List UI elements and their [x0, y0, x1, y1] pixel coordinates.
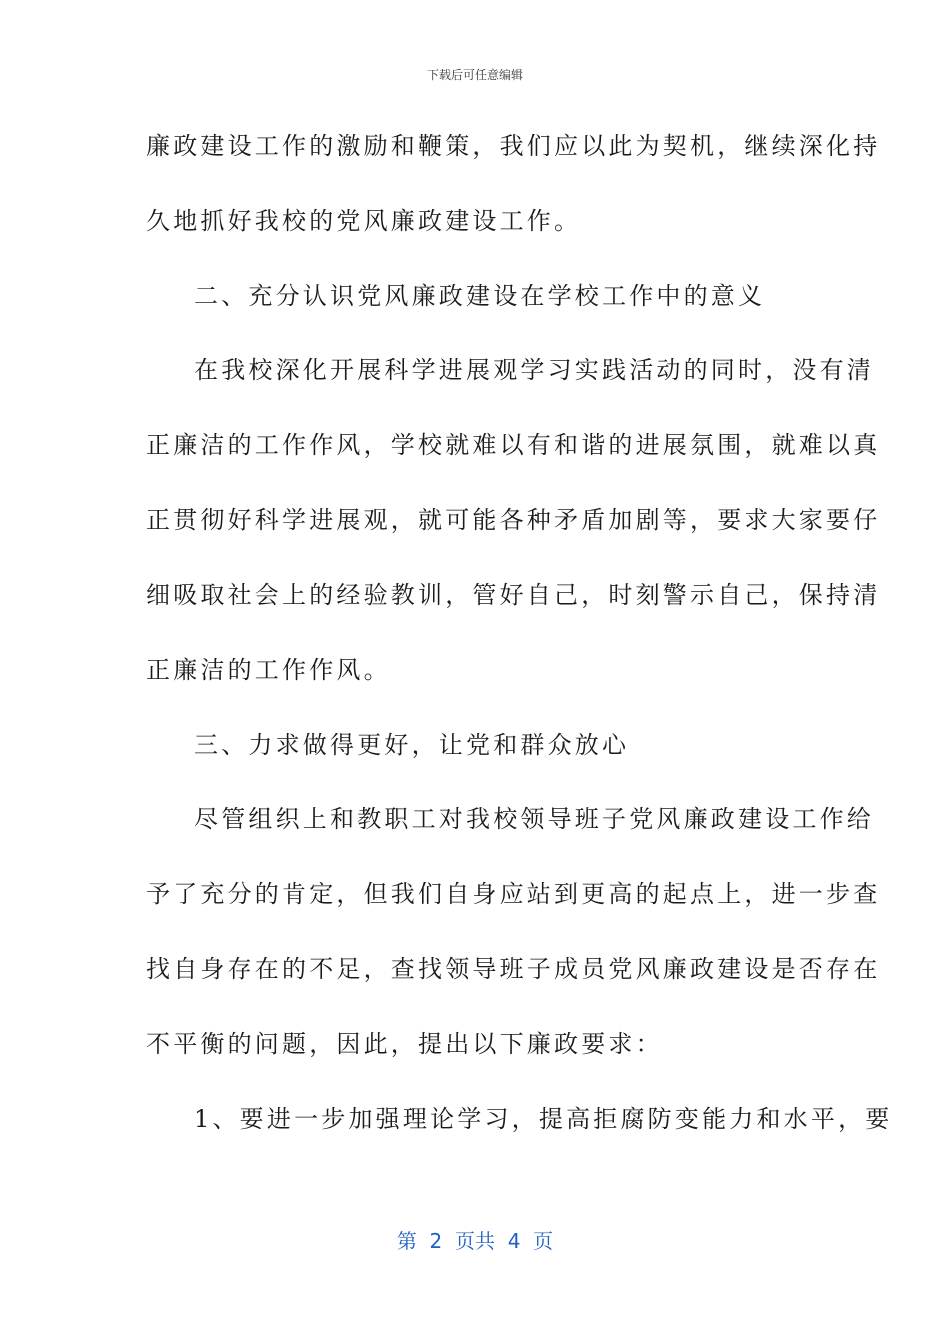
body-line: 在我校深化开展科学进展观学习实践活动的同时，没有清 [194, 356, 874, 384]
page-number: 第 2 页共 4 页 [396, 1229, 554, 1253]
body-line: 正廉洁的工作作风，学校就难以有和谐的进展氛围，就难以真 [146, 431, 881, 459]
body-line: 廉政建设工作的激励和鞭策，我们应以此为契机，继续深化持 [146, 132, 881, 160]
body-line: 细吸取社会上的经验教训，管好自己，时刻警示自己，保持清 [146, 581, 881, 609]
body-line: 尽管组织上和教职工对我校领导班子党风廉政建设工作给 [194, 805, 874, 833]
body-line: 久地抓好我校的党风廉政建设工作。 [146, 207, 582, 235]
section-heading: 二、充分认识党风廉政建设在学校工作中的意义 [194, 282, 766, 310]
section-heading: 三、力求做得更好，让党和群众放心 [194, 731, 630, 759]
body-line: 正贯彻好科学进展观，就可能各种矛盾加剧等，要求大家要仔 [146, 506, 881, 534]
header-note: 下载后可任意编辑 [426, 68, 523, 82]
body-line: 予了充分的肯定，但我们自身应站到更高的起点上，进一步查 [146, 880, 881, 908]
body-line: 1、要进一步加强理论学习，提高拒腐防变能力和水平，要 [194, 1105, 893, 1133]
body-line: 正廉洁的工作作风。 [146, 656, 391, 684]
body-line: 不平衡的问题，因此，提出以下廉政要求： [146, 1030, 663, 1058]
body-line: 找自身存在的不足，查找领导班子成员党风廉政建设是否存在 [146, 955, 881, 983]
